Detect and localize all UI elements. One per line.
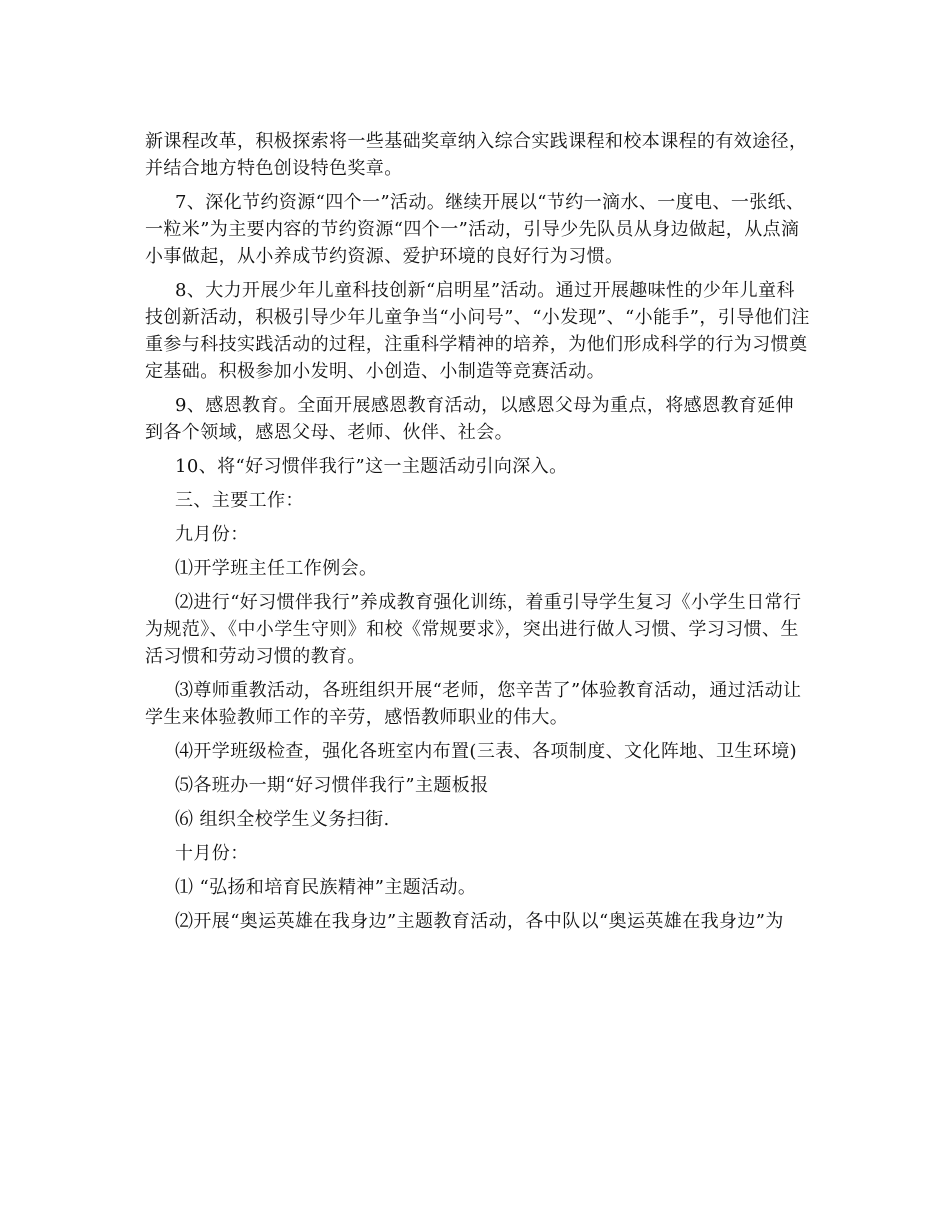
- paragraph-item-9: 9、感恩教育。全面开展感恩教育活动，以感恩父母为重点，将感恩教育延伸到各个领域，感恩父母、老师、伙伴、社会。: [145, 395, 795, 443]
- section-heading-main-work: 三、主要工作：: [175, 490, 304, 511]
- september-item-1: ⑴开学班主任工作例会。: [175, 558, 378, 579]
- paragraph-item-8: 8、大力开展少年儿童科技创新“启明星”活动。通过开展趣味性的少年儿童科技创新活动，积极引导少年儿童争当“小问号”、“小发现”、“小能手”，引导他们注重参与科技实践活动的过程，注重科学精神的培养，为他们形成科学的行为习惯奠定基础。积极参加小发明、小创造、小制造等竞赛活动。: [145, 280, 810, 382]
- september-item-6: ⑹ 组织全校学生义务扫街.: [175, 809, 390, 830]
- september-item-4: ⑷开学班级检查，强化各班室内布置(三表、各项制度、文化阵地、卫生环境): [175, 741, 798, 762]
- document-body: [145, 128, 810, 942]
- september-item-3: ⑶尊师重教活动，各班组织开展“老师，您辛苦了”体验教育活动，通过活动让学生来体验教师工作的辛劳，感悟教师职业的伟大。: [145, 680, 802, 728]
- september-item-5: ⑸各班办一期“好习惯伴我行”主题板报: [175, 775, 489, 796]
- month-heading-october: 十月份：: [175, 843, 249, 864]
- paragraph-course-reform: 新课程改革，积极探索将一些基础奖章纳入综合实践课程和校本课程的有效途径，并结合地方特色创设特色奖章。: [145, 131, 808, 179]
- september-item-2: ⑵进行“好习惯伴我行”养成教育强化训练，着重引导学生复习《小学生日常行为规范》、《中小学生守则》和校《常规要求》，突出进行做人习惯、学习习惯、生活习惯和劳动习惯的教育。: [145, 592, 802, 667]
- october-item-1: ⑴ “弘扬和培育民族精神”主题活动。: [175, 877, 477, 898]
- paragraph-item-7: 7、深化节约资源“四个一”活动。继续开展以“节约一滴水、一度电、一张纸、一粒米”为主要内容的节约资源“四个一”活动，引导少先队员从身边做起，从点滴小事做起，从小养成节约资源、爱护环境的良好行为习惯。: [145, 192, 805, 267]
- october-item-2: ⑵开展“奥运英雄在我身边”主题教育活动，各中队以“奥运英雄在我身边”为: [175, 911, 784, 932]
- month-heading-september: 九月份：: [175, 524, 249, 545]
- paragraph-item-10: 10、将“好习惯伴我行”这一主题活动引向深入。: [175, 456, 568, 477]
